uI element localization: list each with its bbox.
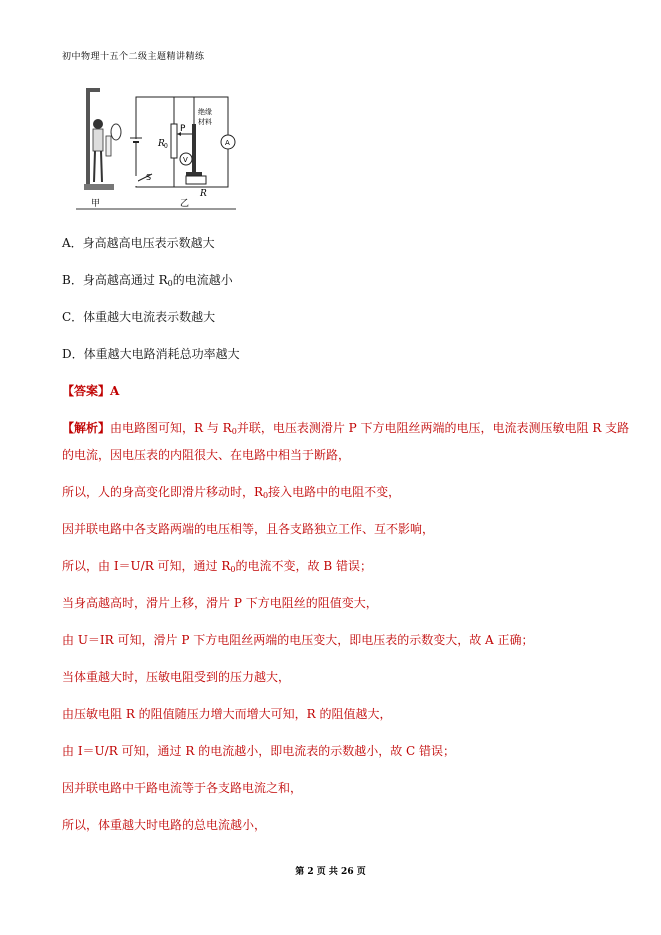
analysis-line-7: 由 U＝IR 可知，滑片 P 下方电阻丝两端的电压变大，即电压表的示数变大，故 A 正确；	[62, 633, 534, 647]
analysis-line-6: 当身高越高时，滑片上移，滑片 P 下方电阻丝的阻值变大，	[62, 596, 378, 610]
page-footer: 第 2 页 共 26 页	[295, 867, 366, 877]
analysis-line-12: 所以，体重越大时电路的总电流越小，	[62, 818, 267, 832]
analysis-line-5: 所以，由 I＝U/R 可知，通过 $R_0$的电流不变，故 B 错误；	[62, 559, 372, 574]
label-r0-sub: 0	[164, 143, 168, 150]
label-r: R	[200, 189, 207, 199]
analysis-line-3: 所以，人的身高变化即滑片移动时，$R_0$接入电路中的电阻不变，	[62, 485, 401, 500]
option-a: A．身高越高电压表示数越大	[62, 236, 215, 250]
analysis-line-4: 因并联电路中各支路两端的电压相等，且各支路独立工作、互不影响，	[62, 522, 435, 536]
label-insulator-2: 材料	[198, 118, 212, 126]
label-s: S	[146, 173, 152, 182]
analysis-line-2: 的电流，因电压表的内阻很大、在电路中相当于断路，	[62, 448, 351, 462]
analysis-line-11: 因并联电路中干路电流等于各支路电流之和，	[62, 781, 303, 795]
option-c: C．体重越大电流表示数越大	[62, 310, 216, 324]
label-p: P	[180, 124, 186, 134]
label-v: V	[183, 156, 188, 164]
label-r0: R	[158, 139, 165, 149]
option-d: D．体重越大电路消耗总功率越大	[62, 347, 240, 361]
label-jia: 甲	[91, 199, 101, 209]
analysis-line-8: 当体重越大时，压敏电阻受到的压力越大，	[62, 670, 291, 684]
label-yi: 乙	[180, 199, 190, 209]
answer-label: 【答案】	[62, 384, 111, 398]
analysis-line-10: 由 I＝U/R 可知，通过 R 的电流越小，即电流表的示数越小，故 C 错误；	[62, 744, 456, 758]
analysis-line-1: 【解析】由电路图可知，R 与 $R_0$并联，电压表测滑片 P 下方电阻丝两端的电压，电流表测压敏电阻 R 支路	[62, 421, 630, 436]
option-b: B．身高越高通过 $R_0$的电流越小	[62, 273, 233, 288]
circuit-diagram	[76, 84, 236, 212]
analysis-line-9: 由压敏电阻 R 的阻值随压力增大而增大可知，R 的阻值越大，	[62, 707, 392, 721]
answer-line	[62, 383, 119, 399]
circuit-figure	[76, 84, 236, 212]
height-weight-scale-illustration	[84, 88, 121, 190]
page-header: 初中物理十五个二级主题精讲精练	[62, 52, 205, 62]
label-a: A	[225, 139, 230, 147]
label-insulator-1: 绝缘	[198, 108, 212, 116]
answer-value: A	[110, 384, 120, 398]
